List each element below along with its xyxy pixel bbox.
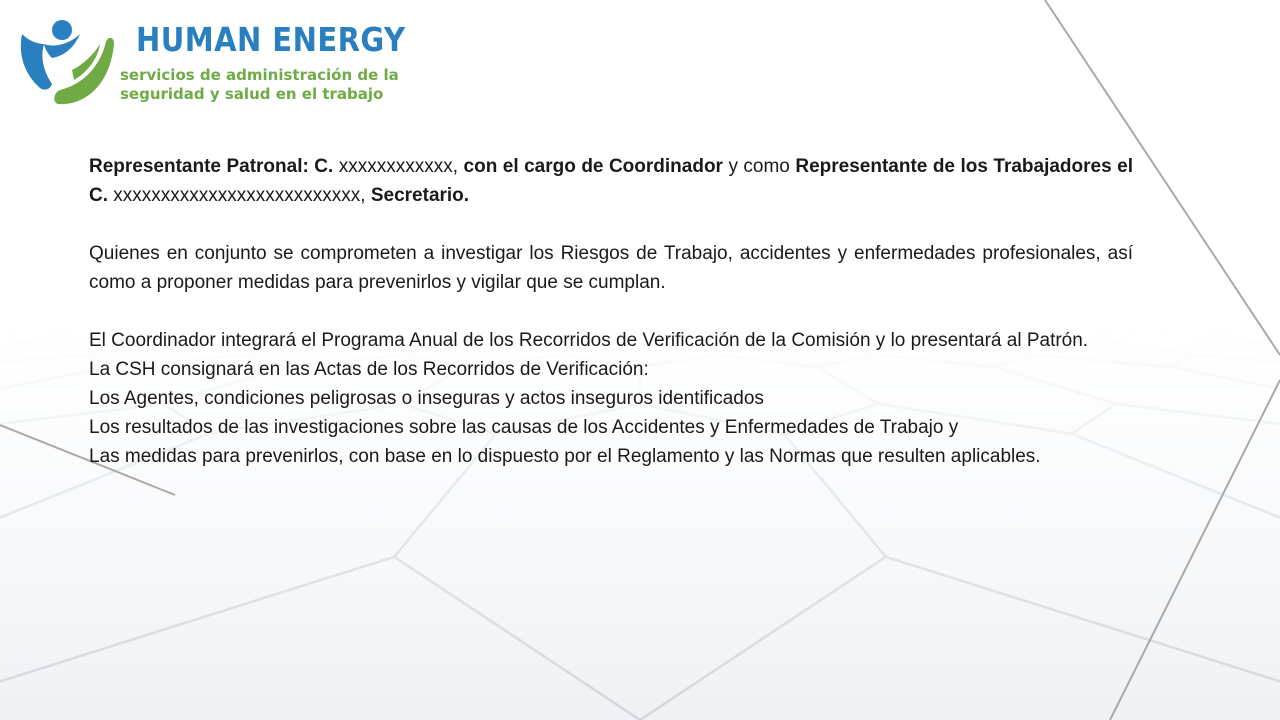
item-investigation-results: Los resultados de las investigaciones sobre las causas de los Accidentes y Enfermedades de Trabajo y [89, 417, 959, 438]
worker-rep-label: Representante de los Trabajadores el C. [89, 156, 1133, 206]
paragraph-coordinator-program: El Coordinador integrará el Programa Anual de los Recorridos de Verificación de la Comisión y lo presentará al Patrón. [89, 330, 1089, 351]
logo-tagline-line-2: seguridad y salud en el trabajo [120, 85, 384, 103]
worker-rep-name: xxxxxxxxxxxxxxxxxxxxxxxxxx, [108, 185, 371, 206]
item-agents: Los Agentes, condiciones peligrosas o inseguras y actos inseguros identificados [89, 388, 764, 409]
coordinator-role: con el cargo de Coordinador [463, 156, 723, 177]
logo-brand-name: HUMAN ENERGY [136, 20, 406, 59]
logo-tagline-line-1: servicios de administración de la [120, 66, 399, 84]
secretary-role: Secretario. [370, 185, 470, 206]
item-prevention-measures: Las medidas para prevenirlos, con base en lo dispuesto por el Reglamento y las Normas que resulten aplicables. [89, 446, 1041, 467]
company-logo [14, 14, 406, 114]
paragraph-csh-records: La CSH consignará en las Actas de los Recorridos de Verificación: [89, 359, 649, 380]
connector-text: y como [722, 156, 796, 177]
slide-body [89, 152, 1133, 471]
logo-tagline [120, 66, 399, 104]
employer-rep-label: Representante Patronal: C. [89, 156, 334, 177]
paragraph-commitment: Quienes en conjunto se comprometen a investigar los Riesgos de Trabajo, accidentes y enfermedades profesionales, así como a proponer medidas para prevenirlos y vigilar que se cumplan. [89, 243, 1133, 293]
paragraph-representatives [89, 152, 1133, 210]
employer-rep-name: xxxxxxxxxxxx, [333, 156, 464, 177]
human-energy-logo-icon [14, 14, 124, 114]
